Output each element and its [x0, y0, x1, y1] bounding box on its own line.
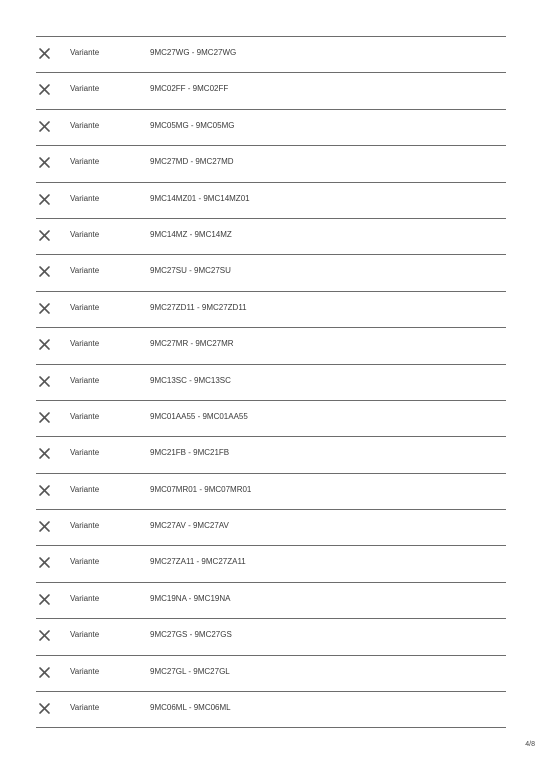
close-icon[interactable]	[38, 120, 51, 133]
close-icon[interactable]	[38, 193, 51, 206]
variant-code: 9MC27MD - 9MC27MD	[150, 157, 234, 167]
list-item	[36, 73, 506, 109]
variant-code: 9MC05MG - 9MC05MG	[150, 120, 235, 130]
variant-type-label: Variante	[70, 193, 100, 203]
list-item	[36, 437, 506, 473]
variant-type-label: Variante	[70, 339, 100, 349]
variant-type-label: Variante	[70, 120, 100, 130]
close-icon[interactable]	[38, 302, 51, 315]
variant-type-label: Variante	[70, 266, 100, 276]
close-icon[interactable]	[38, 156, 51, 169]
close-icon[interactable]	[38, 47, 51, 60]
close-icon[interactable]	[38, 411, 51, 424]
variant-type-label: Variante	[70, 229, 100, 239]
list-item	[36, 619, 506, 655]
variant-type-label: Variante	[70, 703, 100, 713]
variant-code: 9MC27SU - 9MC27SU	[150, 266, 231, 276]
list-item	[36, 328, 506, 364]
list-item	[36, 146, 506, 182]
page-number: 4/8	[525, 741, 535, 748]
variant-type-label: Variante	[70, 484, 100, 494]
variant-code: 9MC27MR - 9MC27MR	[150, 339, 234, 349]
list-item	[36, 110, 506, 146]
variant-code: 9MC19NA - 9MC19NA	[150, 593, 231, 603]
variant-type-label: Variante	[70, 302, 100, 312]
variant-code: 9MC06ML - 9MC06ML	[150, 703, 231, 713]
variant-code: 9MC01AA55 - 9MC01AA55	[150, 411, 248, 421]
list-item	[36, 510, 506, 546]
close-icon[interactable]	[38, 484, 51, 497]
variant-list	[36, 36, 506, 728]
list-item	[36, 583, 506, 619]
list-item	[36, 692, 506, 728]
variant-type-label: Variante	[70, 593, 100, 603]
variant-type-label: Variante	[70, 630, 100, 640]
variant-code: 9MC14MZ - 9MC14MZ	[150, 229, 232, 239]
close-icon[interactable]	[38, 338, 51, 351]
list-item	[36, 183, 506, 219]
close-icon[interactable]	[38, 520, 51, 533]
list-item	[36, 474, 506, 510]
variant-type-label: Variante	[70, 84, 100, 94]
variant-type-label: Variante	[70, 448, 100, 458]
list-item	[36, 365, 506, 401]
close-icon[interactable]	[38, 265, 51, 278]
close-icon[interactable]	[38, 375, 51, 388]
variant-code: 9MC14MZ01 - 9MC14MZ01	[150, 193, 250, 203]
close-icon[interactable]	[38, 447, 51, 460]
variant-rows	[36, 37, 506, 728]
list-item	[36, 401, 506, 437]
variant-code: 9MC27GS - 9MC27GS	[150, 630, 232, 640]
list-item	[36, 219, 506, 255]
variant-type-label: Variante	[70, 521, 100, 531]
close-icon[interactable]	[38, 556, 51, 569]
variant-type-label: Variante	[70, 411, 100, 421]
variant-code: 9MC27AV - 9MC27AV	[150, 521, 229, 531]
variant-code: 9MC27ZA11 - 9MC27ZA11	[150, 557, 246, 567]
variant-code: 9MC02FF - 9MC02FF	[150, 84, 229, 94]
variant-type-label: Variante	[70, 557, 100, 567]
list-item	[36, 292, 506, 328]
close-icon[interactable]	[38, 229, 51, 242]
variant-code: 9MC07MR01 - 9MC07MR01	[150, 484, 252, 494]
variant-type-label: Variante	[70, 375, 100, 385]
list-item	[36, 656, 506, 692]
variant-type-label: Variante	[70, 666, 100, 676]
list-item	[36, 255, 506, 291]
variant-type-label: Variante	[70, 157, 100, 167]
variant-code: 9MC13SC - 9MC13SC	[150, 375, 231, 385]
close-icon[interactable]	[38, 666, 51, 679]
close-icon[interactable]	[38, 593, 51, 606]
variant-code: 9MC27GL - 9MC27GL	[150, 666, 230, 676]
close-icon[interactable]	[38, 629, 51, 642]
list-item	[36, 546, 506, 582]
variant-code: 9MC21FB - 9MC21FB	[150, 448, 230, 458]
list-item	[36, 37, 506, 73]
variant-code: 9MC27WG - 9MC27WG	[150, 48, 237, 57]
variant-type-label: Variante	[70, 48, 100, 57]
close-icon[interactable]	[38, 83, 51, 96]
variant-code: 9MC27ZD11 - 9MC27ZD11	[150, 302, 247, 312]
close-icon[interactable]	[38, 702, 51, 715]
